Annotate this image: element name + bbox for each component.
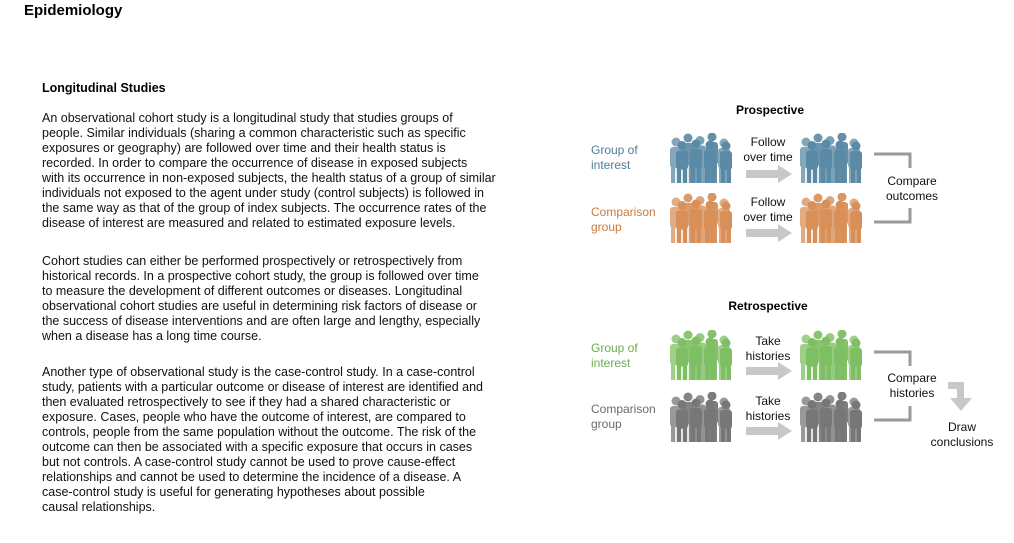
interest-group-followed-people-icon: [800, 133, 866, 183]
section-heading: Longitudinal Studies: [42, 81, 166, 95]
retrospective-action-top-label: Take histories: [745, 334, 791, 363]
prospective-comparison-label: Comparison group: [591, 205, 656, 234]
prospective-action-bottom-label: Follow over time: [743, 195, 793, 224]
right-arrow-icon: [746, 224, 792, 242]
right-arrow-icon: [746, 165, 792, 183]
elbow-down-arrow-icon: [948, 382, 974, 412]
right-arrow-icon: [746, 362, 792, 380]
paragraph-cohort-direction: Cohort studies can either be performed prospectively or retrospectively from historical records. In a prospective cohort study, the group is followed over time to measure the development of different outcomes or diseases. Longitudinal observational cohort studies are useful in determining risk factors of disease or the success of disease interventions and are often large and lengthy, especially when a disease has a long time course.: [42, 254, 481, 343]
interest-group-people-icon: [670, 133, 736, 183]
prospective-title: Prospective: [735, 103, 805, 117]
retrospective-action-bottom-label: Take histories: [745, 394, 791, 423]
retrospective-title: Retrospective: [728, 299, 808, 313]
page-title: Epidemiology: [24, 2, 123, 19]
interest-group-people-icon: [670, 330, 736, 380]
retrospective-outcome-label: Compare histories: [887, 371, 937, 400]
prospective-outcome-label: Compare outcomes: [885, 174, 939, 203]
comparison-group-followed-people-icon: [800, 193, 866, 243]
prospective-interest-label: Group of interest: [591, 143, 638, 172]
conclusion-label: Draw conclusions: [930, 420, 994, 449]
paragraph-cohort-study: An observational cohort study is a longitudinal study that studies groups of people. Similar individuals (sharing a common characteristic such as specific exposures or geography) are followed over time and their health status is recorded. In order to compare the occurrence of disease in exposed subjects with its occurrence in non-exposed subjects, the health status of a group of similar individuals not exposed to the agent under study (control subjects) is followed in the same way as that of the group of index subjects. The occurrence rates of the disease of interest are measured and related to estimated exposure levels.: [42, 111, 496, 230]
interest-group-history-people-icon: [800, 330, 866, 380]
prospective-action-top-label: Follow over time: [743, 135, 793, 164]
right-arrow-icon: [746, 422, 792, 440]
comparison-group-people-icon: [670, 193, 736, 243]
retrospective-interest-label: Group of interest: [591, 341, 638, 370]
paragraph-case-control: Another type of observational study is the case-control study. In a case-control study, patients with a particular outcome or disease of interest are identified and then evaluated retrospectively to see if they had a shared characteristic or exposure. Cases, people who have the outcome of interest, are compared to controls, people from the same population without the outcome. The risk of the outcome can then be associated with a specific exposure that occurs in cases but not controls. A case-control study cannot be used to prove cause-effect relationships and cannot be used to determine the incidence of a disease. A case-control study is useful for generating hypotheses about possible causal relationships.: [42, 365, 483, 514]
retrospective-comparison-label: Comparison group: [591, 402, 656, 431]
comparison-group-history-people-icon: [800, 392, 866, 442]
comparison-group-people-icon: [670, 392, 736, 442]
